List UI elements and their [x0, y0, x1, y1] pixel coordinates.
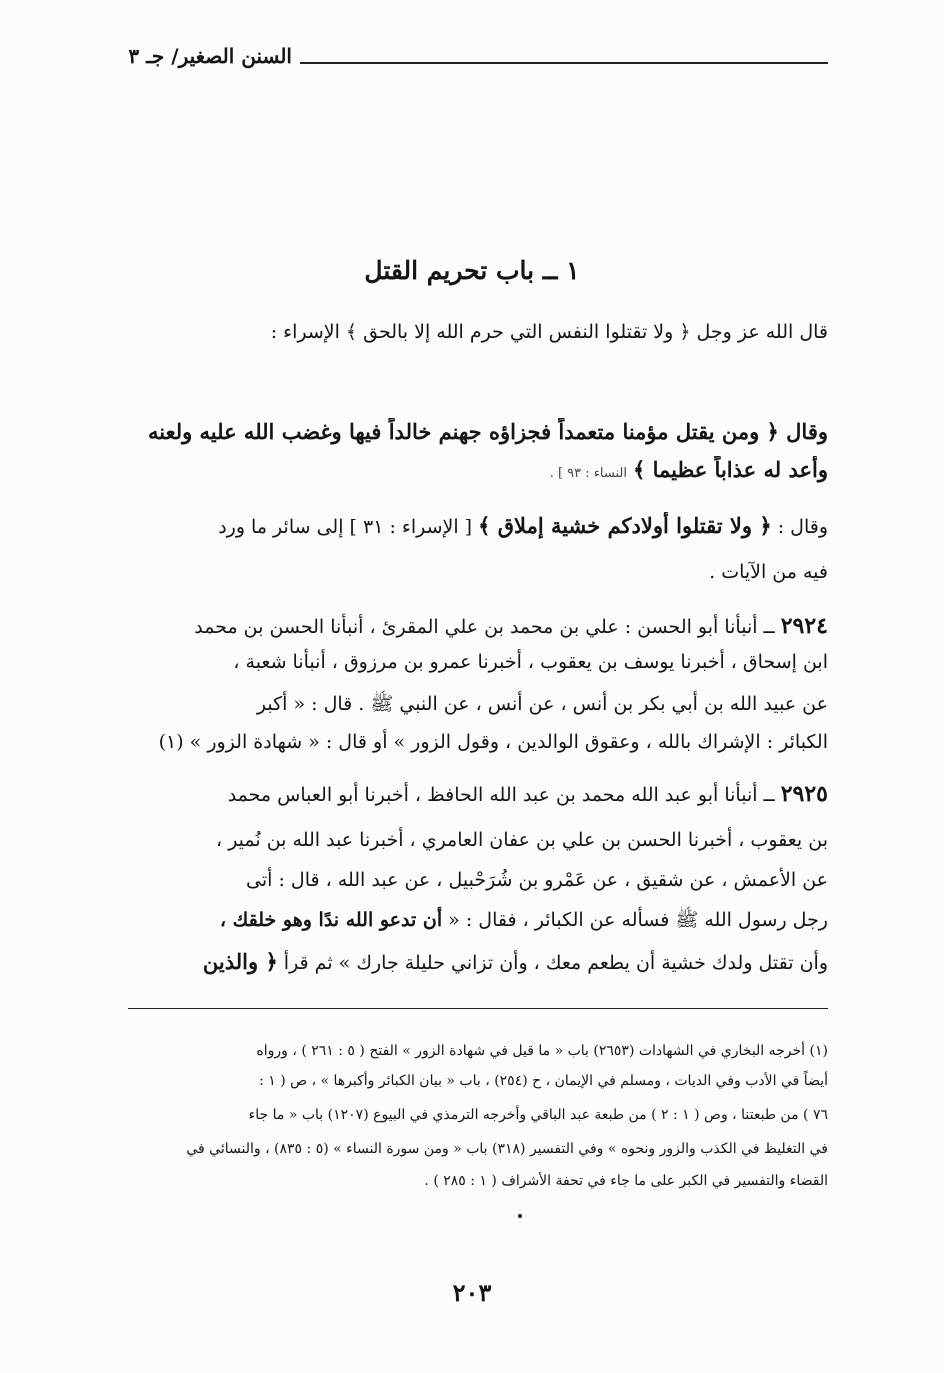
hadith-2924-line-1 — [128, 612, 828, 641]
hadith-text: بن يعقوب ، أخبرنا الحسن بن علي بن عفان العامري ، أخبرنا عبد الله بن نُمير ، — [216, 829, 828, 851]
hadith-text: عن الأعمش ، عن شقيق ، عن عَمْرو بن شُرَحْبيل ، عن عبد الله ، قال : أتى — [246, 869, 828, 891]
footnote-rule — [128, 1008, 828, 1009]
footnote-line: ٧٦ ) من طبعتنا ، وص ( ١ : ٢ ) من طبعة عبد الباقي وأخرجه الترمذي في البيوع (١٢٠٧) باب « ما جاء — [248, 1107, 828, 1123]
hadith-2925-line-5 — [128, 948, 828, 977]
hadith-text: ــ أنبأنا أبو الحسن : علي بن محمد بن علي المقرئ ، أنبأنا الحسن بن محمد — [194, 616, 775, 638]
footnote-line: أيضاً في الأدب وفي الديات ، ومسلم في الإيمان ، ح (٢٥٤) ، باب « بيان الكبائر وأكبرها » ، ص ( ١ : — [259, 1073, 828, 1089]
hadith-text: عن عبيد الله بن أبي بكر بن أنس ، عن أنس ، عن النبي ﷺ . قال : « أكبر — [256, 693, 828, 715]
hadith-text: الكبائر : الإشراك بالله ، وعقوق الوالدين ، وقول الزور » أو قال : « شهادة الزور » (١) — [158, 731, 828, 753]
hadith-2925-line-4 — [128, 906, 828, 934]
running-header: السنن الصغير/ جـ ٣ — [128, 44, 292, 68]
footnote-line: (١) أخرجه البخاري في الشهادات (٢٦٥٣) باب « ما قيل في شهادة الزور » الفتح ( ٥ : ٢٦١ ) ، ورواه — [256, 1043, 828, 1059]
page-number: ٢٠٣ — [452, 1278, 492, 1307]
intro-line-4 — [128, 512, 828, 541]
ayah-text: ﴿ ولا تقتلوا أولادكم خشية إملاق ﴾ — [478, 513, 772, 538]
hadith-text: ــ أنبأنا أبو عبد الله محمد بن عبد الله الحافظ ، أخبرنا أبو العباس محمد — [227, 784, 775, 806]
hadith-2925-line-2 — [128, 826, 828, 854]
ornament-dot — [518, 1214, 522, 1218]
hadith-2924-line-4 — [128, 728, 828, 756]
intro-text: وقال : — [777, 516, 828, 538]
hadith-text: ابن إسحاق ، أخبرنا يوسف بن يعقوب ، أخبرنا عمرو بن مرزوق ، أنبأنا شعبة ، — [233, 651, 828, 673]
intro-line-1 — [128, 318, 828, 346]
hadith-text: أن تدعو الله ندًا وهو خلقك ، — [219, 909, 443, 931]
intro-text: فيه من الآيات . — [709, 561, 828, 583]
hadith-number: ٢٩٢٥ — [780, 781, 828, 807]
footnote-line: القضاء والتفسير في الكبر على ما جاء في تحفة الأشراف ( ١ : ٢٨٥ ) . — [424, 1173, 828, 1189]
hadith-text: رجل رسول الله ﷺ فسأله عن الكبائر ، فقال : « — [448, 909, 828, 931]
intro-text: قال الله عز وجل ﴿ ولا تقتلوا النفس التي حرم الله إلا بالحق ﴾ الإسراء : — [270, 321, 828, 343]
intro-line-3 — [128, 456, 828, 488]
hadith-2924-line-2 — [128, 648, 828, 676]
hadith-2925-line-3 — [128, 866, 828, 894]
intro-line-5 — [128, 558, 828, 586]
intro-line-2 — [128, 418, 828, 446]
chapter-title: ١ ــ باب تحريم القتل — [364, 256, 580, 285]
hadith-2925-line-1 — [128, 780, 828, 809]
hadith-number: ٢٩٢٤ — [780, 613, 828, 639]
ayah-text: ﴿ والذين — [202, 949, 278, 974]
ayah-text: وأعد له عذاباً عظيما ﴾ — [633, 457, 828, 482]
ayah-reference: [ الإسراء : ٣١ ] إلى سائر ما ورد — [218, 516, 473, 538]
hadith-2924-line-3 — [128, 690, 828, 718]
hadith-text: وأن تقتل ولدك خشية أن يطعم معك ، وأن تزاني حليلة جارك » ثم قرأ — [283, 952, 828, 974]
ayah-reference: النساء : ٩٣ ] . — [549, 466, 627, 481]
ayah-text: وقال ﴿ ومن يقتل مؤمنا متعمداً فجزاؤه جهنم خالداً فيها وغضب الله عليه ولعنه — [147, 419, 828, 444]
footnote-line: في التغليظ في الكذب والزور ونحوه » وفي التفسير (٣١٨) باب « ومن سورة النساء » (٥ : ٨٣٥) ، والنسائي في — [186, 1141, 828, 1157]
header-rule — [300, 62, 828, 64]
